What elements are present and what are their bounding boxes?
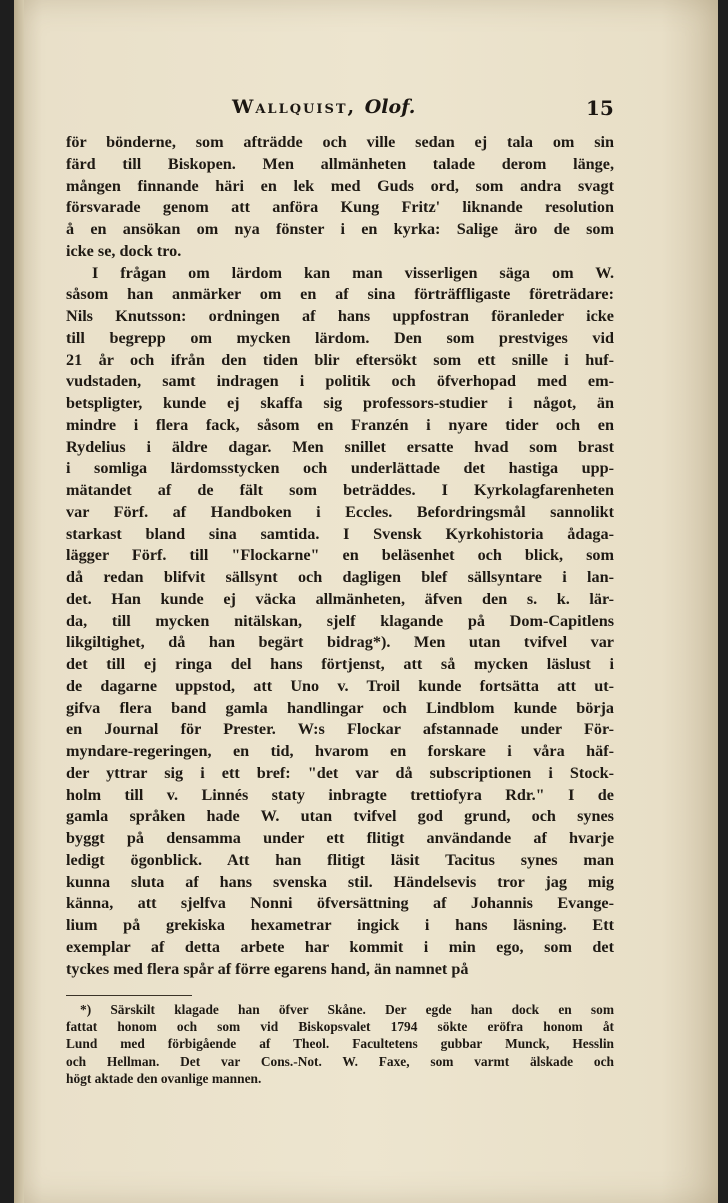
body-line: mätandet af de fält som beträddes. I Kyrkolagfarenheten (66, 481, 614, 499)
body-line: till begrepp om mycken lärdom. Den som prestviges vid (66, 328, 614, 347)
body-line: Nils Knutsson: ordningen af hans uppfostran föranleder icke (66, 307, 614, 325)
body-line: de dagarne uppstod, att Uno v. Troil kunde fortsätta att ut- (66, 676, 614, 695)
body-text (66, 132, 614, 980)
body-line: icke se, dock tro. (66, 241, 182, 260)
body-line: i somliga lärdomsstycken och underlättade det hastiga upp- (66, 459, 614, 478)
body-line: betspligter, kunde ej skaffa sig professors-studier i något, än (66, 394, 614, 412)
body-line: da, till mycken nitälskan, sjelf klagande på Dom-Capitlens (66, 611, 614, 630)
footnote-line: *) Särskilt klagade han öfver Skåne. Der egde han dock en som (80, 1002, 614, 1017)
body-line: myndare-regeringen, en tid, hvarom en forskare i våra häf- (66, 742, 614, 760)
footnote (66, 1001, 614, 1087)
body-line: det. Han kunde ej väcka allmänheten, äfven den s. k. lär- (66, 589, 614, 608)
body-line: mindre i flera fack, såsom en Franzén i nyare tider och en (66, 415, 614, 434)
body-line: då redan blifvit sällsynt och dagligen blef sällsyntare i lan- (66, 568, 614, 586)
footnote-line: och Hellman. Det var Cons.-Not. W. Faxe, som varmt älskade och (66, 1053, 614, 1069)
page-header (0, 96, 728, 126)
body-line: lium på grekiska hexametrar ingick i hans läsning. Ett (66, 916, 614, 934)
body-line: I frågan om lärdom kan man visserligen säga om W. (92, 263, 614, 282)
body-line: 21 år och ifrån den tiden blir eftersökt som ett snille i huf- (66, 350, 614, 369)
footnote-line: högt aktade den ovanlige mannen. (66, 1070, 262, 1086)
body-line: en Journal för Prester. W:s Flockar afstannade under För- (66, 720, 614, 739)
body-line: tyckes med flera spår af förre egarens hand, än namnet på (66, 959, 469, 978)
page-binding-edge (14, 0, 24, 1203)
body-line: ledigt ögonblick. Att han flitigt läsit Tacitus synes man (66, 850, 614, 869)
body-line: för bönderne, som afträdde och ville sedan ej tala om sin (66, 133, 614, 151)
body-line: såsom han anmärker om en af sina förträffligaste företrädare: (66, 285, 614, 304)
body-line: lägger Förf. till "Flockarne" en beläsenhet och blick, som (66, 546, 614, 565)
body-line: känna, att sjelfva Nonni öfversättning af Johannis Evange- (66, 894, 614, 913)
body-line: starkast bland sina samtida. I Svensk Kyrkohistoria ådaga- (66, 524, 614, 543)
footnote-line: fattat honom och som vid Biskopsvalet 1794 sökte eröfra honom åt (66, 1019, 614, 1035)
body-line: mången finnande häri en lek med Guds ord, som andra svagt (66, 176, 614, 195)
body-line: gamla språken hade W. utan tvifvel god grund, och synes (66, 807, 614, 826)
body-line: det till ej ringa del hans förtjenst, att så mycken läslust i (66, 655, 614, 673)
body-line: der yttrar sig i ett bref: "det var då subscriptionen i Stock- (66, 763, 614, 782)
body-line: var Förf. af Handboken i Eccles. Befordringsmål sannolikt (66, 502, 614, 521)
body-line: kunna sluta af hans svenska stil. Händelsevis tror jag mig (66, 872, 614, 891)
running-title-given: Olof. (364, 96, 416, 118)
body-line: gifva flera band gamla handlingar och Lindblom kunde börja (66, 698, 614, 717)
body-line: å en ansökan om nya fönster i en kyrka: Salige äro de som (66, 220, 614, 238)
body-line: likgiltighet, då han begärt bidrag*). Men utan tvifvel var (66, 633, 614, 652)
body-line: exemplar af detta arbete har kommit i min ego, som det (66, 937, 614, 956)
running-title-surname: Wallquist, (232, 96, 357, 118)
running-title (232, 96, 415, 118)
body-line: försvarade genom att anföra Kung Fritz' liknande resolution (66, 198, 614, 217)
page-number: 15 (586, 96, 614, 120)
body-line: Rydelius i äldre dagar. Men snillet ersatte hvad som brast (66, 437, 614, 456)
body-line: färd till Biskopen. Men allmänheten talade derom länge, (66, 154, 614, 173)
footnote-separator (66, 995, 192, 996)
body-line: byggt på densamma under ett flitigt användande af hvarje (66, 829, 614, 847)
body-line: holm till v. Linnés staty inbragte trettiofyra Rdr." I de (66, 785, 614, 804)
footnote-line: Lund med förbigående af Theol. Facultetens gubbar Munck, Hesslin (66, 1036, 614, 1052)
body-line: vudstaden, samt indragen i politik och öfverhopad med em- (66, 372, 614, 391)
